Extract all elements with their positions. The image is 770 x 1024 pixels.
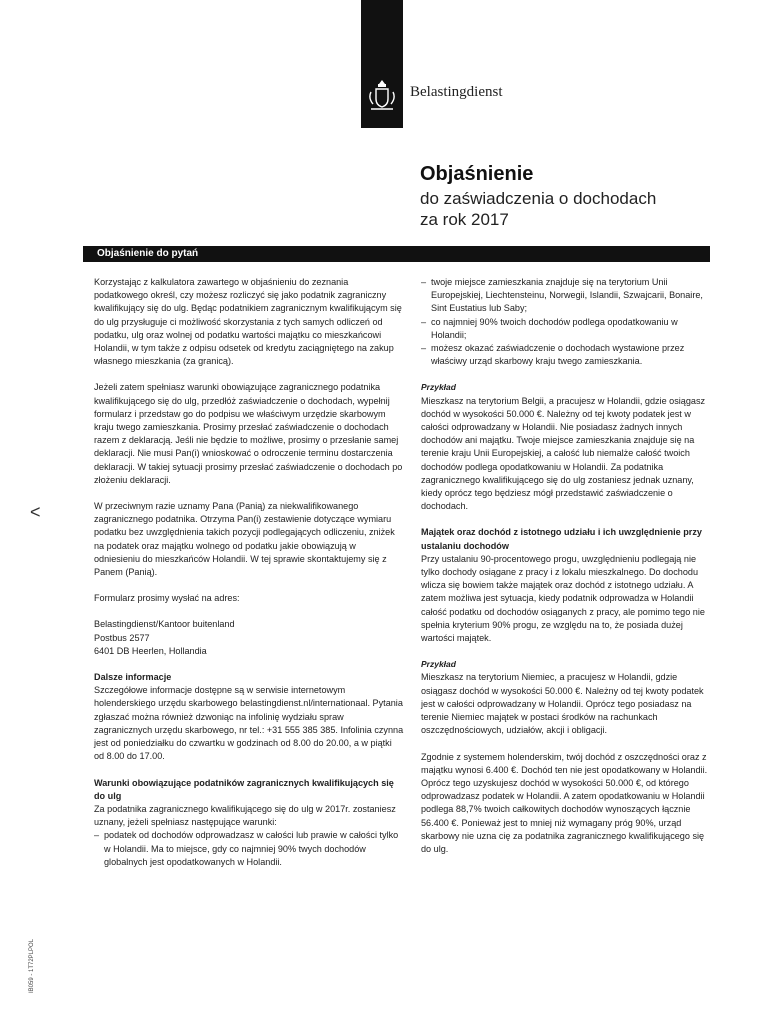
list-item: – co najmniej 90% twoich dochodów podlega opodatkowaniu w Holandii; xyxy=(421,316,711,342)
conditions-list xyxy=(421,276,711,368)
mailing-address xyxy=(94,618,404,658)
paragraph: Korzystając z kalkulatora zawartego w objaśnieniu do zeznania podatkowego określ, czy możesz rozliczyć się jako podatnik zagraniczny kwalifikujący się do ulg. Będąc podatnikiem zagranicznym kwalifikującym się do ulg przysługuje ci możliwość skorzystania z tych samych odliczeń od podatku, ulg oraz wolnej od podatku wartości majątku co mieszkańcowi Holandii, w tym także z odpisu odsetek od kredytu zaciągniętego na zakup własnego mieszkania (za granicą). xyxy=(94,277,402,367)
page-subtitle xyxy=(420,188,656,230)
paragraph: Szczegółowe informacje dostępne są w serwisie internetowym holenderskiego urzędu skarbowego belastingdienst.nl/internationaal. Pytania zgłaszać można również dzwoniąc na infolinię wydziału spraw zagranicznych urzędu skarbowego, nr tel.: +31 555 385 385. Infolinia czynna jest od poniedziałku do czwartku w godzinach od 8.00 do 20.00, a w piątki od 8.00 do 17.00. xyxy=(94,685,404,762)
paragraph: Jeżeli zatem spełniasz warunki obowiązujące zagranicznego podatnika kwalifikującego się do ulg, przedłóż zaświadczenie o dochodach, wypełnij formularz i przedstaw go do podpisu we właściwym urzędzie skarbowym kraju twego zamieszkania. Prosimy przesłać zaświadczenie o dochodach razem z deklaracją. Jeśli nie będzie to możliwe, prosimy o przesłanie samej deklaracji. Nie musi Pan(i) wnioskować o odroczenie terminu dostarczenia deklaracji. W takiej sytuacji prosimy przesłać zaświadczenie o dochodach po złożeniu deklaracji. xyxy=(94,382,403,485)
subtitle-line: za rok 2017 xyxy=(420,210,509,229)
paragraph: Zgodnie z systemem holenderskim, twój dochód z oszczędności oraz z majątku wynosi 6.400 €. Dochód ten nie jest opodatkowany w Holandii. Oprócz tego uzyskujesz dochód w wysokości 50.000 €, od którego odprowadzasz podatek w Holandii. A zatem opodatkowaniu w Holandii podlega 88,7% twoich całkowitych dochodów wynoszących łącznie 56.400 €. Ponieważ jest to mniej niż wymagany próg 90%, urząd skarbowy nie uzna cię za podatnika zagranicznego kwalifikującego się do ulg. xyxy=(421,751,708,854)
conditions-list xyxy=(94,829,404,869)
example-label: Przykład xyxy=(421,659,456,670)
section-header-bar xyxy=(83,246,710,262)
section-heading: Dalsze informacje xyxy=(94,672,172,683)
page-title: Objaśnienie xyxy=(420,163,534,185)
logo-bar xyxy=(361,0,403,128)
example-label: Przykład xyxy=(421,382,456,393)
royal-crest-icon xyxy=(367,78,397,114)
paragraph: Przy ustalaniu 90-procentowego progu, uwzględnieniu podlegają nie tylko dochody osiągane z pracy i z lokalu mieszkalnego. Do dochodu wlicza się bowiem także majątek oraz dochód z istotnego udziału. A zatem możliwa jest sytuacja, kiedy podatnik odprowadza w Holandii całość podatku od dochodów osiąganych z pracy, ale pomimo tego nie spełnia kryterium 90% progu, ze względu na to, że posiada dużej wartości majątek. xyxy=(421,553,705,644)
paragraph: Formularz prosimy wysłać na adres: xyxy=(94,593,240,604)
address-line: Postbus 2577 xyxy=(94,632,150,643)
list-item: – twoje miejsce zamieszkania znajduje się na terytorium Unii Europejskiej, Liechtensteinu, Norwegii, Islandii, Szwajcarii, Bonaire, Sint Eustatius lub Saby; xyxy=(421,276,711,316)
form-code: IB059 - 1T72PLPOL xyxy=(29,938,35,993)
left-column xyxy=(94,276,404,882)
address-line: 6401 DB Heerlen, Hollandia xyxy=(94,645,207,656)
address-line: Belastingdienst/Kantoor buitenland xyxy=(94,619,235,630)
paragraph: Mieszkasz na terytorium Belgii, a pracujesz w Holandii, gdzie osiągasz dochód w wysokości 50.000 €. Należny od tej kwoty podatek jest w całości odprowadzany w Holandii. Nie posiadasz żadnych innych dochodów ani majątku. Twoje miejsce zamieszkania znajduje się na terenie kraju Unii Europejskiej, a całość lub niemalże całość twoich dochodów podlega opodatkowaniu w Holandii. Za podatnika zagranicznego kwalifikującego się do ulg zostaniesz jednak uznany, kiedy oprócz tego będziesz mógł przedstawić zaświadczenie o dochodach. xyxy=(421,395,706,512)
section-heading: Warunki obowiązujące podatników zagranicznych kwalifikujących się do ulg xyxy=(94,777,394,801)
paragraph: W przeciwnym razie uznamy Pana (Panią) za niekwalifikowanego zagranicznego podatnika. Otrzyma Pan(i) zestawienie dotyczące wymiaru podatku bez uwzględnienia takich pozycji podlegających odliczeniu, zniżek na podatek oraz majątku wolnego od podatku jakie obowiązują w odniesieniu do mieszkańców Holandii. W tej sprawie skontaktujemy się z Panem (Panią). xyxy=(94,501,395,578)
section-header-label: Objaśnienie do pytań xyxy=(97,248,199,259)
paragraph: Za podatnika zagranicznego kwalifikującego się do ulg w 2017r. zostaniesz uznany, jeżeli spełniasz następujące warunki: xyxy=(94,803,396,828)
list-item: – podatek od dochodów odprowadzasz w całości lub prawie w całości tylko w Holandii. Ma to miejsce, gdy co najmniej 90% twych dochodów globalnych jest opodatkowanych w Holandii. xyxy=(94,829,404,869)
paragraph: Mieszkasz na terytorium Niemiec, a pracujesz w Holandii, gdzie osiągasz dochód w wysokości 50.000 €. Należny od tej kwoty podatek jest w całości odprowadzany w Holandii. Oprócz tego posiadasz na terenie Niemiec majątek w postaci środków na rachunkach oszczędnościowych, udziałów, akcji i obligacji. xyxy=(421,672,704,736)
right-column xyxy=(421,276,711,869)
brand-name: Belastingdienst xyxy=(410,84,503,100)
list-item: – możesz okazać zaświadczenie o dochodach wystawione przez właściwy urząd skarbowy kraju twego zamieszkania. xyxy=(421,342,711,368)
side-arrow-mark: < xyxy=(30,502,41,522)
section-heading: Majątek oraz dochód z istotnego udziału i ich uwzględnienie przy ustalaniu dochodów xyxy=(421,527,702,551)
subtitle-line: do zaświadczenia o dochodach xyxy=(420,189,657,208)
